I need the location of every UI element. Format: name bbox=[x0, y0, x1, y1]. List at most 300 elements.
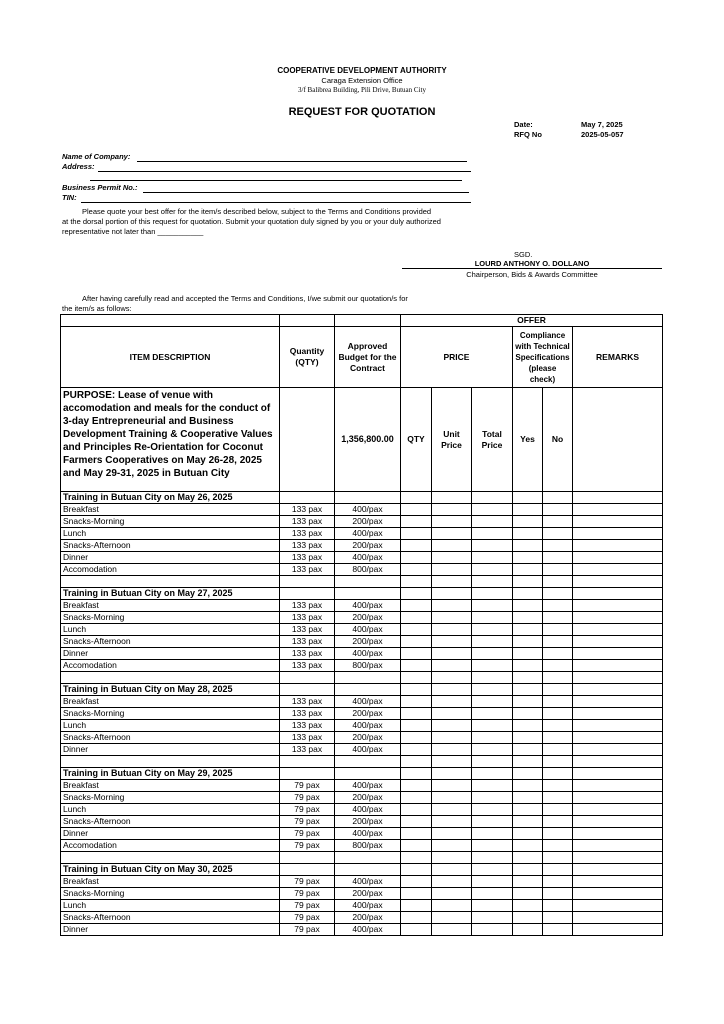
offer-input-cell[interactable] bbox=[401, 504, 432, 516]
offer-input-cell[interactable] bbox=[401, 780, 432, 792]
item-approved-budget: 200/pax bbox=[335, 612, 401, 624]
offer-input-cell[interactable] bbox=[513, 648, 543, 660]
offer-input-cell[interactable] bbox=[573, 564, 663, 576]
offer-input-cell[interactable] bbox=[513, 528, 543, 540]
offer-input-cell[interactable] bbox=[472, 600, 513, 612]
offer-input-cell[interactable] bbox=[401, 744, 432, 756]
item-name: Snacks-Afternoon bbox=[61, 540, 280, 552]
offer-input-cell[interactable] bbox=[472, 552, 513, 564]
item-name: Accomodation bbox=[61, 840, 280, 852]
offer-input-cell[interactable] bbox=[513, 792, 543, 804]
offer-input-cell[interactable] bbox=[432, 552, 472, 564]
blank-cell bbox=[513, 576, 543, 588]
offer-input-cell[interactable] bbox=[401, 792, 432, 804]
offer-input-cell[interactable] bbox=[513, 696, 543, 708]
offer-input-cell[interactable] bbox=[573, 540, 663, 552]
offer-input-cell[interactable] bbox=[432, 876, 472, 888]
address-field[interactable] bbox=[98, 171, 471, 172]
item-quantity: 79 pax bbox=[280, 924, 335, 936]
offer-input-cell[interactable] bbox=[472, 732, 513, 744]
address-label: Address: bbox=[62, 162, 95, 171]
offer-input-cell[interactable] bbox=[401, 516, 432, 528]
offer-input-cell[interactable] bbox=[513, 876, 543, 888]
offer-input-cell[interactable] bbox=[513, 516, 543, 528]
offer-input-cell[interactable] bbox=[543, 504, 573, 516]
item-approved-budget: 800/pax bbox=[335, 660, 401, 672]
offer-input-cell[interactable] bbox=[432, 780, 472, 792]
offer-input-cell[interactable] bbox=[573, 612, 663, 624]
offer-input-cell[interactable] bbox=[513, 840, 543, 852]
offer-input-cell[interactable] bbox=[401, 588, 432, 600]
offer-input-cell[interactable] bbox=[472, 816, 513, 828]
offer-input-cell[interactable] bbox=[432, 636, 472, 648]
offer-input-cell[interactable] bbox=[472, 636, 513, 648]
table-row bbox=[61, 648, 663, 660]
offer-input-cell[interactable] bbox=[543, 840, 573, 852]
offer-input-cell[interactable] bbox=[401, 660, 432, 672]
blank-cell bbox=[573, 756, 663, 768]
offer-input-cell[interactable] bbox=[513, 708, 543, 720]
item-name: Snacks-Afternoon bbox=[61, 636, 280, 648]
offer-input-cell[interactable] bbox=[432, 516, 472, 528]
item-name: Breakfast bbox=[61, 504, 280, 516]
offer-input-cell[interactable] bbox=[543, 744, 573, 756]
blank-cell bbox=[335, 756, 401, 768]
header-row bbox=[61, 327, 663, 388]
offer-input-cell[interactable] bbox=[513, 900, 543, 912]
item-approved-budget: 200/pax bbox=[335, 912, 401, 924]
offer-input-cell[interactable] bbox=[472, 780, 513, 792]
offer-input-cell[interactable] bbox=[472, 660, 513, 672]
offer-input-cell[interactable] bbox=[472, 492, 513, 504]
offer-input-cell[interactable] bbox=[513, 684, 543, 696]
company-label: Name of Company: bbox=[62, 152, 131, 161]
offer-input-cell[interactable] bbox=[543, 768, 573, 780]
offer-input-cell[interactable] bbox=[543, 720, 573, 732]
table-row bbox=[61, 720, 663, 732]
item-quantity: 133 pax bbox=[280, 624, 335, 636]
blank-cell bbox=[335, 576, 401, 588]
offer-input-cell[interactable] bbox=[472, 768, 513, 780]
item-name: Lunch bbox=[61, 624, 280, 636]
offer-input-cell[interactable] bbox=[573, 876, 663, 888]
offer-input-cell[interactable] bbox=[472, 588, 513, 600]
offer-input-cell[interactable] bbox=[432, 612, 472, 624]
offer-input-cell[interactable] bbox=[543, 792, 573, 804]
sub-total-price: Total Price bbox=[472, 388, 513, 492]
table-row bbox=[61, 612, 663, 624]
offer-input-cell[interactable] bbox=[573, 648, 663, 660]
offer-input-cell[interactable] bbox=[401, 864, 432, 876]
blank-cell bbox=[472, 576, 513, 588]
offer-input-cell[interactable] bbox=[543, 600, 573, 612]
offer-input-cell[interactable] bbox=[432, 888, 472, 900]
offer-input-cell[interactable] bbox=[573, 492, 663, 504]
offer-input-cell[interactable] bbox=[573, 888, 663, 900]
offer-input-cell[interactable] bbox=[401, 816, 432, 828]
blank-cell bbox=[280, 576, 335, 588]
table-row bbox=[61, 744, 663, 756]
offer-input-cell[interactable] bbox=[513, 912, 543, 924]
offer-input-cell[interactable] bbox=[543, 516, 573, 528]
offer-input-cell[interactable] bbox=[513, 720, 543, 732]
offer-input-cell[interactable] bbox=[513, 828, 543, 840]
offer-input-cell[interactable] bbox=[543, 732, 573, 744]
offer-input-cell[interactable] bbox=[472, 792, 513, 804]
item-name: Snacks-Afternoon bbox=[61, 732, 280, 744]
business-permit-label: Business Permit No.: bbox=[62, 183, 138, 192]
offer-input-cell[interactable] bbox=[472, 528, 513, 540]
offer-input-cell[interactable] bbox=[573, 708, 663, 720]
offer-input-cell[interactable] bbox=[432, 912, 472, 924]
item-name: Accomodation bbox=[61, 660, 280, 672]
offer-input-cell[interactable] bbox=[472, 648, 513, 660]
item-name: Lunch bbox=[61, 528, 280, 540]
offer-input-cell[interactable] bbox=[543, 804, 573, 816]
blank-cell bbox=[543, 672, 573, 684]
offer-input-cell[interactable] bbox=[543, 564, 573, 576]
blank-cell bbox=[513, 672, 543, 684]
offer-input-cell[interactable] bbox=[543, 612, 573, 624]
offer-input-cell[interactable] bbox=[401, 708, 432, 720]
blank-cell bbox=[401, 756, 432, 768]
offer-input-cell[interactable] bbox=[472, 828, 513, 840]
offer-input-cell[interactable] bbox=[432, 924, 472, 936]
offer-input-cell[interactable] bbox=[401, 732, 432, 744]
offer-input-cell[interactable] bbox=[472, 924, 513, 936]
offer-input-cell[interactable] bbox=[513, 864, 543, 876]
offer-input-cell[interactable] bbox=[573, 528, 663, 540]
blank-cell bbox=[401, 852, 432, 864]
offer-input-cell[interactable] bbox=[543, 900, 573, 912]
offer-input-cell[interactable] bbox=[472, 504, 513, 516]
offer-input-cell[interactable] bbox=[472, 624, 513, 636]
offer-input-cell[interactable] bbox=[432, 528, 472, 540]
blank-cell bbox=[335, 768, 401, 780]
offer-input-cell[interactable] bbox=[513, 540, 543, 552]
offer-input-cell[interactable] bbox=[543, 708, 573, 720]
offer-input-cell[interactable] bbox=[513, 804, 543, 816]
offer-input-cell[interactable] bbox=[573, 720, 663, 732]
table-row bbox=[61, 708, 663, 720]
offer-input-cell[interactable] bbox=[472, 516, 513, 528]
offer-input-cell[interactable] bbox=[543, 588, 573, 600]
offer-input-cell[interactable] bbox=[573, 816, 663, 828]
offer-input-cell[interactable] bbox=[573, 552, 663, 564]
item-quantity: 79 pax bbox=[280, 840, 335, 852]
offer-input-cell[interactable] bbox=[543, 780, 573, 792]
offer-input-cell[interactable] bbox=[573, 624, 663, 636]
offer-input-cell[interactable] bbox=[573, 516, 663, 528]
offer-input-cell[interactable] bbox=[573, 768, 663, 780]
offer-input-cell[interactable] bbox=[573, 864, 663, 876]
item-name: Breakfast bbox=[61, 780, 280, 792]
offer-input-cell[interactable] bbox=[543, 924, 573, 936]
signatory-position: Chairperson, Bids & Awards Committee bbox=[466, 270, 598, 279]
table-row bbox=[61, 792, 663, 804]
blank-cell bbox=[401, 576, 432, 588]
offer-input-cell[interactable] bbox=[401, 492, 432, 504]
offer-input-cell[interactable] bbox=[432, 720, 472, 732]
item-quantity: 133 pax bbox=[280, 516, 335, 528]
offer-input-cell[interactable] bbox=[543, 636, 573, 648]
table-row bbox=[61, 564, 663, 576]
blank-cell bbox=[472, 852, 513, 864]
offer-input-cell[interactable] bbox=[472, 744, 513, 756]
table-row bbox=[61, 912, 663, 924]
offer-input-cell[interactable] bbox=[401, 876, 432, 888]
offer-input-cell[interactable] bbox=[573, 696, 663, 708]
offer-input-cell[interactable] bbox=[513, 504, 543, 516]
offer-input-cell[interactable] bbox=[401, 912, 432, 924]
offer-input-cell[interactable] bbox=[573, 504, 663, 516]
blank-cell bbox=[432, 672, 472, 684]
offer-input-cell[interactable] bbox=[432, 564, 472, 576]
offer-input-cell[interactable] bbox=[513, 600, 543, 612]
offer-input-cell[interactable] bbox=[401, 540, 432, 552]
offer-input-cell[interactable] bbox=[401, 696, 432, 708]
offer-input-cell[interactable] bbox=[513, 768, 543, 780]
blank-cell bbox=[335, 684, 401, 696]
col-approved-budget: Approved Budget for the Contract bbox=[335, 327, 401, 388]
offer-input-cell[interactable] bbox=[472, 900, 513, 912]
offer-input-cell[interactable] bbox=[432, 732, 472, 744]
offer-input-cell[interactable] bbox=[472, 876, 513, 888]
offer-input-cell[interactable] bbox=[401, 564, 432, 576]
offer-input-cell[interactable] bbox=[513, 660, 543, 672]
offer-input-cell[interactable] bbox=[543, 540, 573, 552]
rfq-number: 2025-05-057 bbox=[581, 130, 624, 139]
offer-input-cell[interactable] bbox=[401, 804, 432, 816]
offer-input-cell[interactable] bbox=[513, 924, 543, 936]
blank-cell bbox=[335, 672, 401, 684]
item-quantity: 79 pax bbox=[280, 792, 335, 804]
offer-input-cell[interactable] bbox=[543, 912, 573, 924]
offer-input-cell[interactable] bbox=[573, 744, 663, 756]
offer-input-cell[interactable] bbox=[573, 600, 663, 612]
offer-input-cell[interactable] bbox=[401, 924, 432, 936]
offer-input-cell[interactable] bbox=[472, 888, 513, 900]
offer-input-cell[interactable] bbox=[543, 660, 573, 672]
offer-input-cell[interactable] bbox=[401, 636, 432, 648]
offer-input-cell[interactable] bbox=[573, 924, 663, 936]
offer-input-cell[interactable] bbox=[513, 624, 543, 636]
offer-input-cell[interactable] bbox=[432, 492, 472, 504]
offer-input-cell[interactable] bbox=[543, 864, 573, 876]
offer-input-cell[interactable] bbox=[401, 528, 432, 540]
col-price: PRICE bbox=[401, 327, 513, 388]
offer-input-cell[interactable] bbox=[432, 540, 472, 552]
offer-input-cell[interactable] bbox=[432, 588, 472, 600]
offer-input-cell[interactable] bbox=[513, 780, 543, 792]
offer-header: OFFER bbox=[401, 315, 663, 327]
offer-input-cell[interactable] bbox=[543, 888, 573, 900]
offer-input-cell[interactable] bbox=[432, 828, 472, 840]
item-name: Dinner bbox=[61, 924, 280, 936]
offer-input-cell[interactable] bbox=[432, 900, 472, 912]
table-row bbox=[61, 624, 663, 636]
offer-input-cell[interactable] bbox=[432, 816, 472, 828]
offer-input-cell[interactable] bbox=[513, 552, 543, 564]
offer-input-cell[interactable] bbox=[513, 564, 543, 576]
offer-input-cell[interactable] bbox=[472, 708, 513, 720]
quotation-table bbox=[60, 314, 663, 936]
item-quantity: 133 pax bbox=[280, 600, 335, 612]
item-quantity: 133 pax bbox=[280, 708, 335, 720]
offer-input-cell[interactable] bbox=[432, 840, 472, 852]
offer-input-cell[interactable] bbox=[573, 588, 663, 600]
item-approved-budget: 800/pax bbox=[335, 564, 401, 576]
offer-input-cell[interactable] bbox=[401, 624, 432, 636]
offer-input-cell[interactable] bbox=[401, 648, 432, 660]
offer-input-cell[interactable] bbox=[573, 900, 663, 912]
offer-input-cell[interactable] bbox=[472, 864, 513, 876]
instructions-line3: representative not later than ___________ bbox=[62, 227, 204, 236]
offer-input-cell[interactable] bbox=[432, 696, 472, 708]
item-quantity: 133 pax bbox=[280, 636, 335, 648]
sub-no: No bbox=[543, 388, 573, 492]
offer-input-cell[interactable] bbox=[401, 720, 432, 732]
offer-input-cell[interactable] bbox=[432, 660, 472, 672]
offer-input-cell[interactable] bbox=[573, 804, 663, 816]
item-approved-budget: 400/pax bbox=[335, 924, 401, 936]
sub-yes: Yes bbox=[513, 388, 543, 492]
offer-input-cell[interactable] bbox=[573, 732, 663, 744]
office-address: 3/f Balibrea Building, Pili Drive, Butuan City bbox=[298, 86, 426, 94]
spacer-row bbox=[61, 576, 663, 588]
offer-input-cell[interactable] bbox=[543, 816, 573, 828]
section-header-row bbox=[61, 684, 663, 696]
offer-input-cell[interactable] bbox=[543, 492, 573, 504]
offer-input-cell[interactable] bbox=[573, 636, 663, 648]
sub-qty: QTY bbox=[401, 388, 432, 492]
item-quantity: 133 pax bbox=[280, 660, 335, 672]
offer-input-cell[interactable] bbox=[432, 804, 472, 816]
company-field[interactable] bbox=[137, 161, 467, 162]
offer-input-cell[interactable] bbox=[573, 660, 663, 672]
item-approved-budget: 200/pax bbox=[335, 888, 401, 900]
offer-input-cell[interactable] bbox=[432, 792, 472, 804]
offer-input-cell[interactable] bbox=[472, 840, 513, 852]
offer-input-cell[interactable] bbox=[513, 888, 543, 900]
offer-input-cell[interactable] bbox=[543, 648, 573, 660]
rfq-label: RFQ No bbox=[514, 130, 542, 139]
item-name: Dinner bbox=[61, 552, 280, 564]
acceptance-line1: After having carefully read and accepted the Terms and Conditions, I/we submit our quotation/s for bbox=[82, 294, 408, 303]
signature-line bbox=[402, 268, 662, 269]
col-remarks: REMARKS bbox=[573, 327, 663, 388]
offer-input-cell[interactable] bbox=[401, 600, 432, 612]
offer-input-cell[interactable] bbox=[472, 540, 513, 552]
offer-input-cell[interactable] bbox=[543, 696, 573, 708]
offer-input-cell[interactable] bbox=[472, 696, 513, 708]
offer-input-cell[interactable] bbox=[543, 552, 573, 564]
offer-input-cell[interactable] bbox=[573, 684, 663, 696]
offer-input-cell[interactable] bbox=[472, 612, 513, 624]
item-quantity: 133 pax bbox=[280, 540, 335, 552]
offer-input-cell[interactable] bbox=[573, 792, 663, 804]
date-value: May 7, 2025 bbox=[581, 120, 623, 129]
offer-input-cell[interactable] bbox=[543, 828, 573, 840]
offer-input-cell[interactable] bbox=[573, 828, 663, 840]
offer-input-cell[interactable] bbox=[472, 720, 513, 732]
offer-input-cell[interactable] bbox=[472, 804, 513, 816]
col-quantity: Quantity (QTY) bbox=[280, 327, 335, 388]
table-row bbox=[61, 528, 663, 540]
blank-cell bbox=[280, 492, 335, 504]
offer-input-cell[interactable] bbox=[432, 768, 472, 780]
table-row bbox=[61, 540, 663, 552]
blank-cell bbox=[432, 852, 472, 864]
offer-input-cell[interactable] bbox=[432, 504, 472, 516]
offer-input-cell[interactable] bbox=[472, 684, 513, 696]
offer-input-cell[interactable] bbox=[401, 900, 432, 912]
offer-input-cell[interactable] bbox=[513, 612, 543, 624]
offer-input-cell[interactable] bbox=[513, 636, 543, 648]
offer-input-cell[interactable] bbox=[401, 768, 432, 780]
offer-input-cell[interactable] bbox=[401, 552, 432, 564]
item-approved-budget: 400/pax bbox=[335, 828, 401, 840]
offer-input-cell[interactable] bbox=[432, 684, 472, 696]
offer-input-cell[interactable] bbox=[513, 732, 543, 744]
offer-input-cell[interactable] bbox=[573, 912, 663, 924]
offer-input-cell[interactable] bbox=[432, 624, 472, 636]
item-name: Lunch bbox=[61, 804, 280, 816]
address-field-line2[interactable] bbox=[90, 180, 462, 181]
item-quantity: 133 pax bbox=[280, 612, 335, 624]
offer-input-cell[interactable] bbox=[401, 888, 432, 900]
offer-input-cell[interactable] bbox=[513, 816, 543, 828]
offer-input-cell[interactable] bbox=[401, 612, 432, 624]
table-row bbox=[61, 924, 663, 936]
offer-input-cell[interactable] bbox=[543, 876, 573, 888]
offer-input-cell[interactable] bbox=[513, 588, 543, 600]
offer-input-cell[interactable] bbox=[432, 708, 472, 720]
offer-input-cell[interactable] bbox=[401, 840, 432, 852]
item-name: Snacks-Morning bbox=[61, 708, 280, 720]
blank-cell bbox=[280, 864, 335, 876]
offer-input-cell[interactable] bbox=[543, 624, 573, 636]
offer-input-cell[interactable] bbox=[472, 912, 513, 924]
offer-input-cell[interactable] bbox=[472, 564, 513, 576]
blank-cell bbox=[513, 852, 543, 864]
section-title: Training in Butuan City on May 29, 2025 bbox=[61, 768, 280, 780]
item-approved-budget: 200/pax bbox=[335, 792, 401, 804]
offer-input-cell[interactable] bbox=[543, 684, 573, 696]
item-approved-budget: 200/pax bbox=[335, 816, 401, 828]
item-quantity: 133 pax bbox=[280, 504, 335, 516]
table-row bbox=[61, 780, 663, 792]
offer-input-cell[interactable] bbox=[513, 492, 543, 504]
item-quantity: 79 pax bbox=[280, 900, 335, 912]
offer-input-cell[interactable] bbox=[432, 600, 472, 612]
item-approved-budget: 400/pax bbox=[335, 876, 401, 888]
table-row bbox=[61, 888, 663, 900]
tin-field[interactable] bbox=[81, 202, 471, 203]
offer-input-cell[interactable] bbox=[573, 780, 663, 792]
offer-input-cell[interactable] bbox=[543, 528, 573, 540]
blank-cell bbox=[472, 756, 513, 768]
business-permit-field[interactable] bbox=[143, 192, 469, 193]
offer-input-cell[interactable] bbox=[401, 828, 432, 840]
offer-input-cell[interactable] bbox=[513, 744, 543, 756]
offer-input-cell[interactable] bbox=[432, 744, 472, 756]
offer-input-cell[interactable] bbox=[573, 840, 663, 852]
offer-input-cell[interactable] bbox=[432, 864, 472, 876]
offer-input-cell[interactable] bbox=[432, 648, 472, 660]
item-quantity: 133 pax bbox=[280, 732, 335, 744]
offer-input-cell[interactable] bbox=[401, 684, 432, 696]
